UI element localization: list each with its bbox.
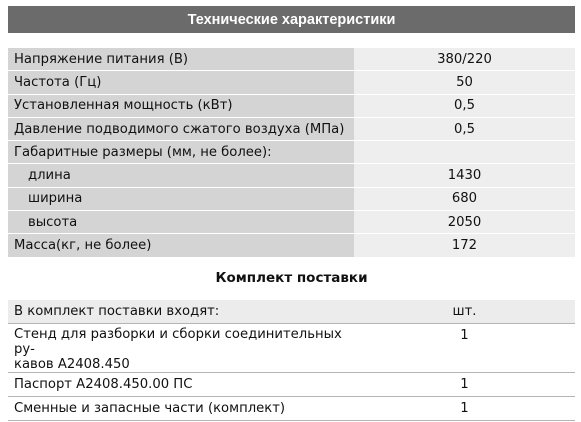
spec-row [8, 71, 575, 94]
spec-row [8, 187, 575, 210]
kit-row [8, 373, 575, 397]
spec-label: Габаритные размеры (мм, не более): [8, 141, 354, 164]
spec-value: 380/220 [354, 48, 575, 71]
spec-value: 2050 [354, 211, 575, 234]
spec-label: Масса(кг, не более) [8, 234, 354, 257]
kit-item-text: Стенд для разборки и сборки соединительных ру- кавов А2408.450 [14, 327, 342, 372]
spec-label: Давление подводимого сжатого воздуха (МПа) [8, 117, 354, 140]
spec-value: 172 [354, 234, 575, 257]
kit-title: Комплект поставки [215, 270, 368, 286]
spec-label: длина [8, 164, 354, 187]
kit-item-label [8, 324, 354, 373]
spec-value: 680 [354, 187, 575, 210]
spec-label: Частота (Гц) [8, 71, 354, 94]
spec-value: 1430 [354, 164, 575, 187]
specs-table [8, 48, 575, 258]
kit-item-label: Сменные и запасные части (комплект) [8, 397, 354, 421]
spec-row [8, 211, 575, 234]
spec-row [8, 234, 575, 257]
kit-table [8, 300, 575, 421]
spec-value: 0,5 [354, 94, 575, 117]
kit-row [8, 397, 575, 421]
spec-label: Установленная мощность (кВт) [8, 94, 354, 117]
spec-label: ширина [8, 187, 354, 210]
spec-value [354, 141, 575, 164]
kit-item-qty: 1 [354, 397, 575, 421]
kit-row [8, 324, 575, 373]
spec-row [8, 164, 575, 187]
kit-item-label: Паспорт А2408.450.00 ПС [8, 373, 354, 397]
spec-value: 0,5 [354, 117, 575, 140]
kit-item-qty: 1 [354, 324, 575, 373]
kit-header-unit: шт. [354, 300, 575, 324]
spec-label: Напряжение питания (В) [8, 48, 354, 71]
kit-item-qty: 1 [354, 373, 575, 397]
spec-label: высота [8, 211, 354, 234]
spec-row [8, 117, 575, 140]
spec-value: 50 [354, 71, 575, 94]
kit-header-label: В комплект поставки входят: [8, 300, 354, 324]
spec-title: Технические характеристики [8, 6, 575, 33]
spec-row [8, 141, 575, 164]
kit-header-row [8, 300, 575, 324]
spec-row [8, 94, 575, 117]
spec-row [8, 48, 575, 71]
